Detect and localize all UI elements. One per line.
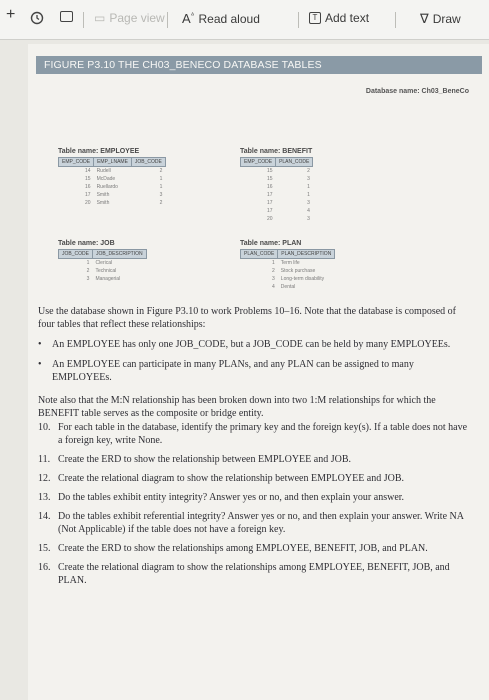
problem-number: 11.	[38, 454, 51, 465]
table-cell: 3	[86, 276, 90, 282]
read-aloud-icon: $A^ᐞ$	[182, 11, 195, 26]
table-cell: Rudell	[96, 168, 111, 174]
table-row	[59, 275, 147, 283]
table-cell: 3	[159, 192, 163, 198]
database-name: Database name: Ch03_BeneCo	[365, 88, 469, 95]
table-name: Table name: JOB	[58, 240, 115, 247]
table-cell: 3	[272, 276, 275, 282]
column-header: JOB_CODE	[131, 158, 165, 167]
list-item-text: An EMPLOYEE can participate in many PLANs, and any PLAN can be assigned to many EMPLOYEEs.	[52, 359, 414, 383]
problem-text: Create the ERD to show the relationship between EMPLOYEE and JOB.	[58, 454, 351, 465]
table-row	[241, 207, 313, 215]
problem-text: Create the ERD to show the relationships among EMPLOYEE, BENEFIT, JOB, and PLAN.	[58, 543, 428, 554]
data-table	[240, 249, 335, 291]
table-name: Table name: EMPLOYEE	[58, 148, 140, 155]
list-item	[38, 358, 468, 384]
table-cell: Smith	[96, 192, 110, 198]
table-row	[241, 283, 335, 291]
table-cell: 14	[85, 168, 91, 174]
pin-icon[interactable]: +	[6, 6, 16, 23]
table-row	[241, 259, 335, 268]
read-aloud-label: Read aloud	[198, 11, 260, 26]
table-cell: Stock purchase	[280, 268, 316, 274]
toolbar-divider	[298, 12, 299, 28]
table-cell: 15	[267, 176, 273, 182]
problem-item	[38, 472, 468, 485]
toolbar-divider	[83, 12, 84, 28]
plan-table-block	[240, 240, 335, 291]
draw-label: Draw	[432, 12, 461, 26]
table-row	[59, 199, 166, 207]
problem-text: Create the relational diagram to show the relationship between EMPLOYEE and JOB.	[58, 473, 405, 484]
benefit-table-block	[240, 148, 313, 223]
data-table	[58, 157, 166, 207]
list-item-text: An EMPLOYEE has only one JOB_CODE, but a JOB_CODE can be held by many EMPLOYEEs.	[52, 339, 451, 350]
table-row	[241, 175, 313, 183]
column-header: EMP_CODE	[59, 158, 94, 167]
problem-item	[38, 491, 468, 504]
table-cell: 17	[267, 200, 273, 206]
pen-icon: ∇	[420, 11, 429, 26]
table-name: Table name: PLAN	[240, 240, 302, 247]
problem-number: 12.	[38, 473, 51, 484]
column-header: EMP_LNAME	[94, 158, 132, 167]
problem-text	[38, 305, 468, 593]
table-cell: Dental	[280, 284, 296, 290]
read-aloud-button[interactable]	[182, 11, 260, 26]
table-cell: 1	[307, 184, 310, 190]
relationship-list	[38, 338, 468, 384]
table-cell: 2	[307, 168, 310, 174]
bullet-icon: •	[38, 339, 42, 350]
problem-number: 13.	[38, 492, 51, 503]
table-row	[59, 191, 166, 199]
table-row	[241, 183, 313, 191]
table-cell: 16	[267, 184, 273, 190]
table-row	[241, 191, 313, 199]
table-cell: 1	[159, 176, 163, 182]
table-cell: 2	[272, 268, 275, 274]
problem-number: 14.	[38, 511, 51, 522]
table-row	[241, 167, 313, 176]
column-header: JOB_DESCRIPTION	[92, 250, 146, 259]
table-cell: 16	[85, 184, 91, 190]
table-cell: 15	[267, 168, 273, 174]
table-row	[241, 267, 335, 275]
list-item	[38, 338, 468, 351]
text-box-icon: T	[309, 12, 321, 24]
add-text-label: Add text	[325, 11, 370, 25]
table-cell: 4	[272, 284, 275, 290]
page-view-button[interactable]	[94, 11, 165, 25]
table-cell: Technical	[95, 268, 117, 274]
figure-title: FIGURE P3.10 THE CH03_BENECO DATABASE TABLES	[36, 56, 482, 74]
page-view-label: Page view	[109, 11, 165, 25]
column-header: PLAN_DESCRIPTION	[278, 250, 335, 259]
table-cell: 1	[307, 192, 310, 198]
table-cell: 15	[85, 176, 91, 182]
problem-number: 15.	[38, 543, 51, 554]
table-cell: 20	[267, 216, 273, 222]
data-table	[58, 249, 147, 283]
add-text-button[interactable]	[309, 11, 369, 25]
bullet-icon: •	[38, 359, 42, 370]
table-cell: Managerial	[95, 276, 121, 282]
table-cell: Clerical	[95, 260, 113, 266]
intro-paragraph: Use the database shown in Figure P3.10 to work Problems 10–16. Note that the database is composed of four tables that reflect these relationships:	[38, 306, 456, 330]
draw-button[interactable]	[420, 11, 461, 27]
table-row	[59, 267, 147, 275]
problem-text: Create the relational diagram to show the relationships among EMPLOYEE, BENEFIT, JOB, and PLAN.	[58, 562, 450, 586]
table-row	[59, 183, 166, 191]
table-cell: Smith	[96, 200, 110, 206]
table-cell: 2	[159, 168, 163, 174]
table-row	[241, 199, 313, 207]
problem-item	[38, 510, 468, 536]
problem-number: 10.	[38, 422, 51, 433]
table-row	[59, 167, 166, 176]
problem-number: 16.	[38, 562, 51, 573]
problem-text: Do the tables exhibit entity integrity? Answer yes or no, and then explain your answer.	[58, 492, 405, 503]
book-icon: ▭	[94, 11, 106, 25]
table-cell: 17	[267, 208, 273, 214]
table-cell: 1	[272, 260, 275, 266]
column-header: JOB_CODE	[59, 250, 93, 259]
toolbar-divider	[167, 12, 168, 28]
table-cell: Ruellardo	[96, 184, 118, 190]
table-cell: 20	[85, 200, 91, 206]
table-cell: McDade	[96, 176, 116, 182]
table-cell: 17	[85, 192, 91, 198]
problem-list	[38, 421, 468, 587]
column-header: PLAN_CODE	[241, 250, 278, 259]
table-row	[59, 259, 147, 268]
table-row	[241, 275, 335, 283]
table-cell: 4	[307, 208, 310, 214]
table-cell: 1	[86, 260, 90, 266]
problem-item	[38, 421, 468, 447]
table-cell: Long-term disability	[280, 276, 325, 282]
table-cell: 3	[307, 176, 310, 182]
table-row	[59, 175, 166, 183]
employee-table-block	[58, 148, 166, 207]
job-table-block	[58, 240, 147, 283]
table-cell: Term life	[280, 260, 300, 266]
table-cell: 17	[267, 192, 273, 198]
table-cell: 3	[307, 216, 310, 222]
note-paragraph: Note also that the M:N relationship has been broken down into two 1:M relationships for which the BENEFIT table serves as the composite or bridge entity.	[38, 395, 436, 419]
problem-item	[38, 453, 468, 466]
history-icon[interactable]	[30, 11, 44, 25]
toolbar-divider	[395, 12, 396, 28]
fit-page-icon[interactable]	[60, 11, 73, 22]
column-header: PLAN_CODE	[276, 158, 313, 167]
data-table	[240, 157, 313, 223]
table-name: Table name: BENEFIT	[240, 148, 313, 155]
problem-text: Do the tables exhibit referential integrity? Answer yes or no, and then explain your answer. Write NA (Not Applicable) if the table does not have a foreign key.	[58, 511, 464, 535]
column-header: EMP_CODE	[241, 158, 276, 167]
table-row	[241, 215, 313, 223]
problem-text: For each table in the database, identify the primary key and the foreign key(s). If a table does not have a foreign key, write None.	[58, 422, 468, 446]
problem-item	[38, 561, 468, 587]
reader-toolbar	[0, 0, 489, 40]
table-cell: 1	[159, 184, 163, 190]
table-cell: 2	[159, 200, 163, 206]
problem-item	[38, 542, 468, 555]
table-cell: 3	[307, 200, 310, 206]
table-cell: 2	[86, 268, 90, 274]
